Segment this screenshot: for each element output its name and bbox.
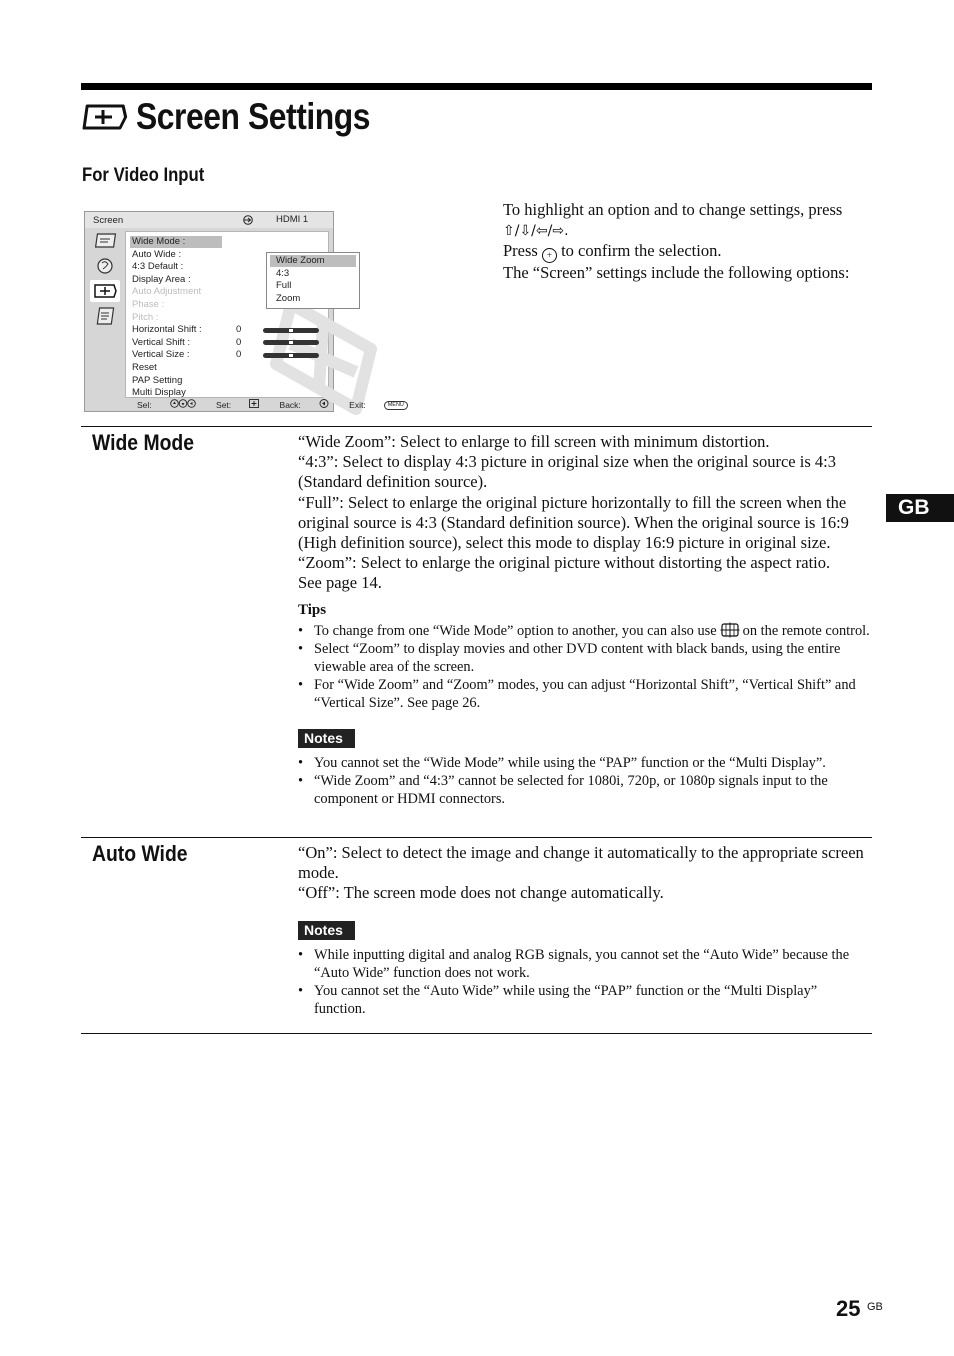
osd-menu-item[interactable]: Multi Display [132,387,186,399]
title-row [81,94,408,140]
osd-item-value: 0 [236,324,242,336]
sound-category-icon [90,255,120,277]
osd-sel-label: Sel: [137,400,152,410]
paragraph: “Full”: Select to enlarge the original picture horizontally to fill the screen when the original source is 4:3 (Standard definition source). When the original source is 16:9 (High definition source), select this mode to display 16:9 picture in original size. [298,492,849,553]
osd-menu-item: Auto Adjustment [132,286,202,298]
page-number-suffix: GB [867,1301,883,1313]
osd-set-label: Set: [216,400,232,410]
paragraph: See page 14. [298,573,382,593]
press-suffix: to confirm the selection. [561,241,722,260]
enter-button-icon: + [542,248,557,263]
note-item: • You cannot set the “Wide Mode” while using the “PAP” function or the “Multi Display”. [298,754,872,772]
section-divider [81,837,872,838]
tip-text: To change from one “Wide Mode” option to another, you can also use [314,622,717,639]
section-divider [81,1033,872,1034]
osd-menu-screenshot [84,211,404,412]
tip-item: • For “Wide Zoom” and “Zoom” modes, you can adjust “Horizontal Shift”, “Vertical Shift” and “Vertical Size”. See page 26. [298,676,872,712]
picture-category-icon [90,230,120,252]
osd-option[interactable]: Full [276,280,292,292]
page-number: 25 [836,1296,861,1321]
osd-back-label: Back: [279,400,301,410]
top-rule [81,83,872,90]
osd-menu-item: Pitch : [132,311,159,323]
paragraph: “Wide Zoom”: Select to enlarge to fill screen with minimum distortion. [298,432,770,451]
osd-option[interactable]: 4:3 [276,267,290,279]
wide-mode-body [298,432,872,808]
wide-mode-heading: Wide Mode [92,430,195,455]
auto-wide-body [298,843,872,1018]
notes-badge: Notes [298,921,355,940]
osd-slider-bar[interactable] [263,328,319,333]
osd-menu-item[interactable]: Auto Wide : [132,248,182,260]
intro-text [503,200,875,283]
osd-item-value: 0 [236,336,242,348]
wide-mode-remote-icon [720,622,740,638]
osd-option[interactable]: Wide Zoom [270,255,356,267]
tips-heading: Tips [298,601,327,618]
input-icon [242,215,254,225]
note-item: • “Wide Zoom” and “4:3” cannot be selected for 1080i, 720p, or 1080p signals input to the component or HDMI connectors. [298,772,872,808]
osd-option[interactable]: Zoom [276,292,301,304]
notes-badge: Notes [298,729,355,748]
setup-category-icon [90,305,120,327]
osd-menu-item[interactable]: PAP Setting [132,374,183,386]
paragraph: “On”: Select to detect the image and change it automatically to the appropriate screen mode. [298,843,864,883]
language-tab: GB [886,494,954,522]
osd-settings-panel [125,231,329,398]
osd-footer [137,399,426,410]
wide-mode-dropdown[interactable] [266,252,360,309]
screen-category-icon [90,280,120,302]
section-divider [81,426,872,427]
notes-list [298,754,872,808]
paragraph: “Zoom”: Select to enlarge the original picture without distorting the aspect ratio. [298,553,831,573]
paragraph: “4:3”: Select to display 4:3 picture in original size when the original source is 4:3 (Standard definition source). [298,452,836,492]
tips-list [298,622,872,640]
enter-button-icon [249,399,259,408]
intro-line-1: To highlight an option and to change settings, press [503,200,843,219]
osd-menu-item[interactable]: Vertical Shift : [132,336,191,348]
auto-wide-heading: Auto Wide [92,841,188,866]
osd-menu-item: Phase : [132,299,165,310]
tips-list-more [298,640,872,712]
osd-exit-label: Exit: [349,400,366,410]
osd-category-icons [88,230,124,330]
osd-slider-bar[interactable] [263,340,319,345]
osd-menu-item[interactable]: Display Area : [132,273,191,285]
tip-item [298,622,872,640]
osd-header [85,212,333,228]
osd-menu-item[interactable]: Horizontal Shift : [132,324,202,336]
osd-item-value: 0 [236,349,242,361]
menu-button-icon: MENU [384,401,408,410]
notes-list [298,946,872,1018]
navigation-buttons-icon [170,399,196,408]
osd-title: Screen [93,215,124,226]
paragraph: “Off”: The screen mode does not change automatically. [298,883,664,903]
back-button-icon [319,399,329,408]
arrow-buttons-icon: ⇧/⇩/⇦/⇨. [503,223,569,239]
tip-item: • Select “Zoom” to display movies and other DVD content with black bands, using the entire viewable area of the screen. [298,640,872,676]
osd-slider-bar[interactable] [263,353,319,358]
osd-menu-item[interactable]: Wide Mode : [130,236,222,248]
note-item: • You cannot set the “Auto Wide” while using the “PAP” function or the “Multi Display” function. [298,982,872,1018]
section-subheading: For Video Input [82,165,205,186]
intro-line-3: The “Screen” settings include the following options: [503,263,850,282]
screen-settings-icon [81,100,127,134]
tip-text: on the remote control. [742,622,870,639]
page-title: Screen Settings [136,96,371,137]
osd-menu-item[interactable]: Reset [132,362,157,373]
osd-menu-item[interactable]: 4:3 Default : [132,261,184,273]
press-label: Press [503,241,538,260]
note-item: • While inputting digital and analog RGB signals, you cannot set the “Auto Wide” because the “Auto Wide” function does not work. [298,946,872,982]
osd-input-label: HDMI 1 [276,214,309,225]
osd-menu-item[interactable]: Vertical Size : [132,349,190,361]
